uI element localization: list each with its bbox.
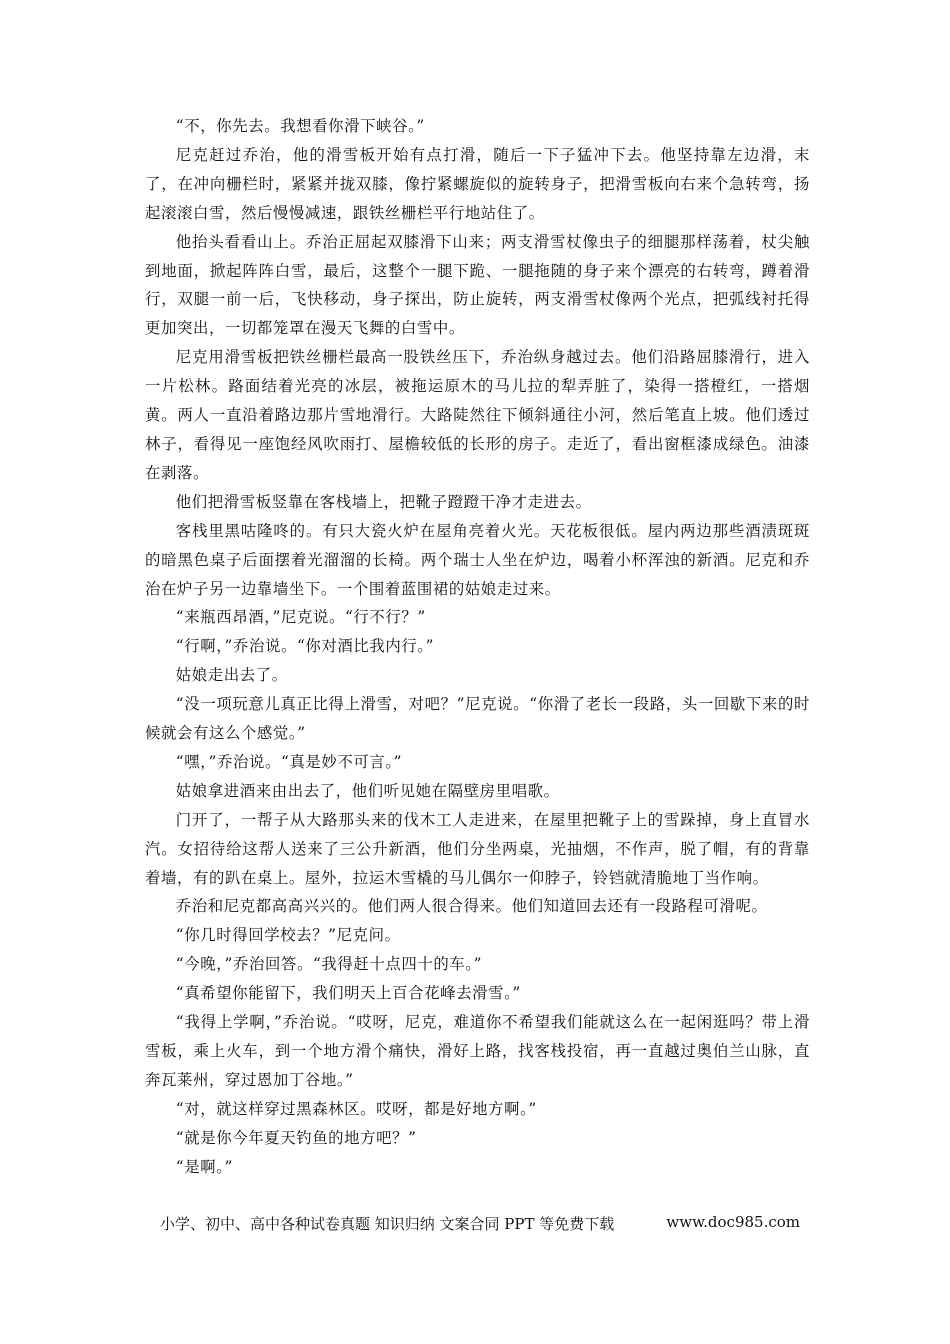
paragraph-2: 尼克赶过乔治，他的滑雪板开始有点打滑，随后一下子猛冲下去。他坚持靠左边滑，末了，在冲向栅栏时，紧紧并拢双膝，像拧紧螺旋似的旋转身子，把滑雪板向右来个急转弯，扬起滚滚白雪，然后慢慢减速，跟铁丝栅栏平行地站住了。 xyxy=(145,145,810,222)
paragraph-9: 姑娘走出去了。 xyxy=(175,666,288,685)
paragraph-4: 尼克用滑雪板把铁丝栅栏最高一股铁丝压下，乔治纵身越过去。他们沿路屈膝滑行，进入一片松林。路面结着光亮的冰层，被拖运原木的马儿拉的犁弄脏了，染得一搭橙红，一搭烟黄。两人一直沿着路边那片雪地滑行。大路陡然往下倾斜通往小河，然后笔直上坡。他们透过林子，看得见一座饱经风吹雨打、屋檐较低的长形的房子。走近了，看出窗框漆成绿色。油漆在剥落。 xyxy=(145,348,810,482)
paragraph-5: 他们把滑雪板竖靠在客栈墙上，把靴子蹬蹬干净才走进去。 xyxy=(175,492,592,511)
paragraph-14: 乔治和尼克都高高兴兴的。他们两人很合得来。他们知道回去还有一段路程可滑呢。 xyxy=(175,897,768,916)
paragraph-6: 客栈里黑咕隆咚的。有只大瓷火炉在屋角亮着火光。天花板很低。屋内两边那些酒渍斑斑的暗黑色桌子后面摆着光溜溜的长椅。两个瑞士人坐在炉边，喝着小杯浑浊的新酒。尼克和乔治在炉子另一边靠墙坐下。一个围着蓝围裙的姑娘走过来。 xyxy=(145,521,810,598)
paragraph-8: “行啊，”乔治说。“你对酒比我内行。” xyxy=(175,637,435,656)
paragraph-10: “没一项玩意儿真正比得上滑雪，对吧？”尼克说。“你滑了老长一段路，头一回歇下来的时候就会有这么个感觉。” xyxy=(145,695,810,743)
page-footer xyxy=(160,1213,800,1234)
paragraph-19: “对，就这样穿过黑森林区。哎呀，都是好地方啊。” xyxy=(175,1099,537,1118)
paragraph-7: “来瓶西昂酒，”尼克说。“行不行？” xyxy=(175,608,426,627)
paragraph-12: 姑娘拿进酒来由出去了，他们听见她在隔壁房里唱歌。 xyxy=(175,781,560,800)
paragraph-1: “不，你先去。我想看你滑下峡谷。” xyxy=(175,117,425,135)
paragraph-16: “今晚，”乔治回答。“我得赶十点四十的车。” xyxy=(175,955,483,974)
paragraph-18: “我得上学啊，”乔治说。“哎呀，尼克，难道你不希望我们能就这么在一起闲逛吗？带上滑雪板，乘上火车，到一个地方滑个痛快，滑好上路，找客栈投宿，再一直越过奥伯兰山脉，直奔瓦莱州，穿过恩加丁谷地。” xyxy=(145,1013,810,1089)
paragraph-3: 他抬头看看山上。乔治正屈起双膝滑下山来；两支滑雪杖像虫子的细腿那样荡着，杖尖触到地面，掀起阵阵白雪，最后，这整个一腿下跪、一腿拖随的身子来个漂亮的右转弯，蹲着滑行，双腿一前一后，飞快移动，身子探出，防止旋转，两支滑雪杖像两个光点，把弧线衬托得更加突出，一切都笼罩在漫天飞舞的白雪中。 xyxy=(145,232,810,338)
document-body xyxy=(145,112,810,1182)
paragraph-21: “是啊。” xyxy=(175,1157,234,1176)
paragraph-17: “真希望你能留下，我们明天上百合花峰去滑雪。” xyxy=(175,984,521,1003)
paragraph-13: 门开了，一帮子从大路那头来的伐木工人走进来，在屋里把靴子上的雪跺掉，身上直冒水汽。女招待给这帮人送来了三公升新酒，他们分坐两桌，光抽烟，不作声，脱了帽，有的背靠着墙，有的趴在桌上。屋外，拉运木雪橇的马儿偶尔一仰脖子，铃铛就清脆地丁当作响。 xyxy=(145,810,810,887)
paragraph-11: “嘿，”乔治说。“真是妙不可言。” xyxy=(175,752,403,771)
footer-site-link[interactable]: www.doc985.com xyxy=(666,1213,800,1231)
paragraph-20: “就是你今年夏天钓鱼的地方吧？” xyxy=(175,1128,417,1147)
paragraph-15: “你几时得回学校去？”尼克问。 xyxy=(175,926,401,945)
footer-promo-text: 小学、初中、高中各种试卷真题 知识归纳 文案合同 PPT 等免费下载 xyxy=(160,1215,615,1233)
